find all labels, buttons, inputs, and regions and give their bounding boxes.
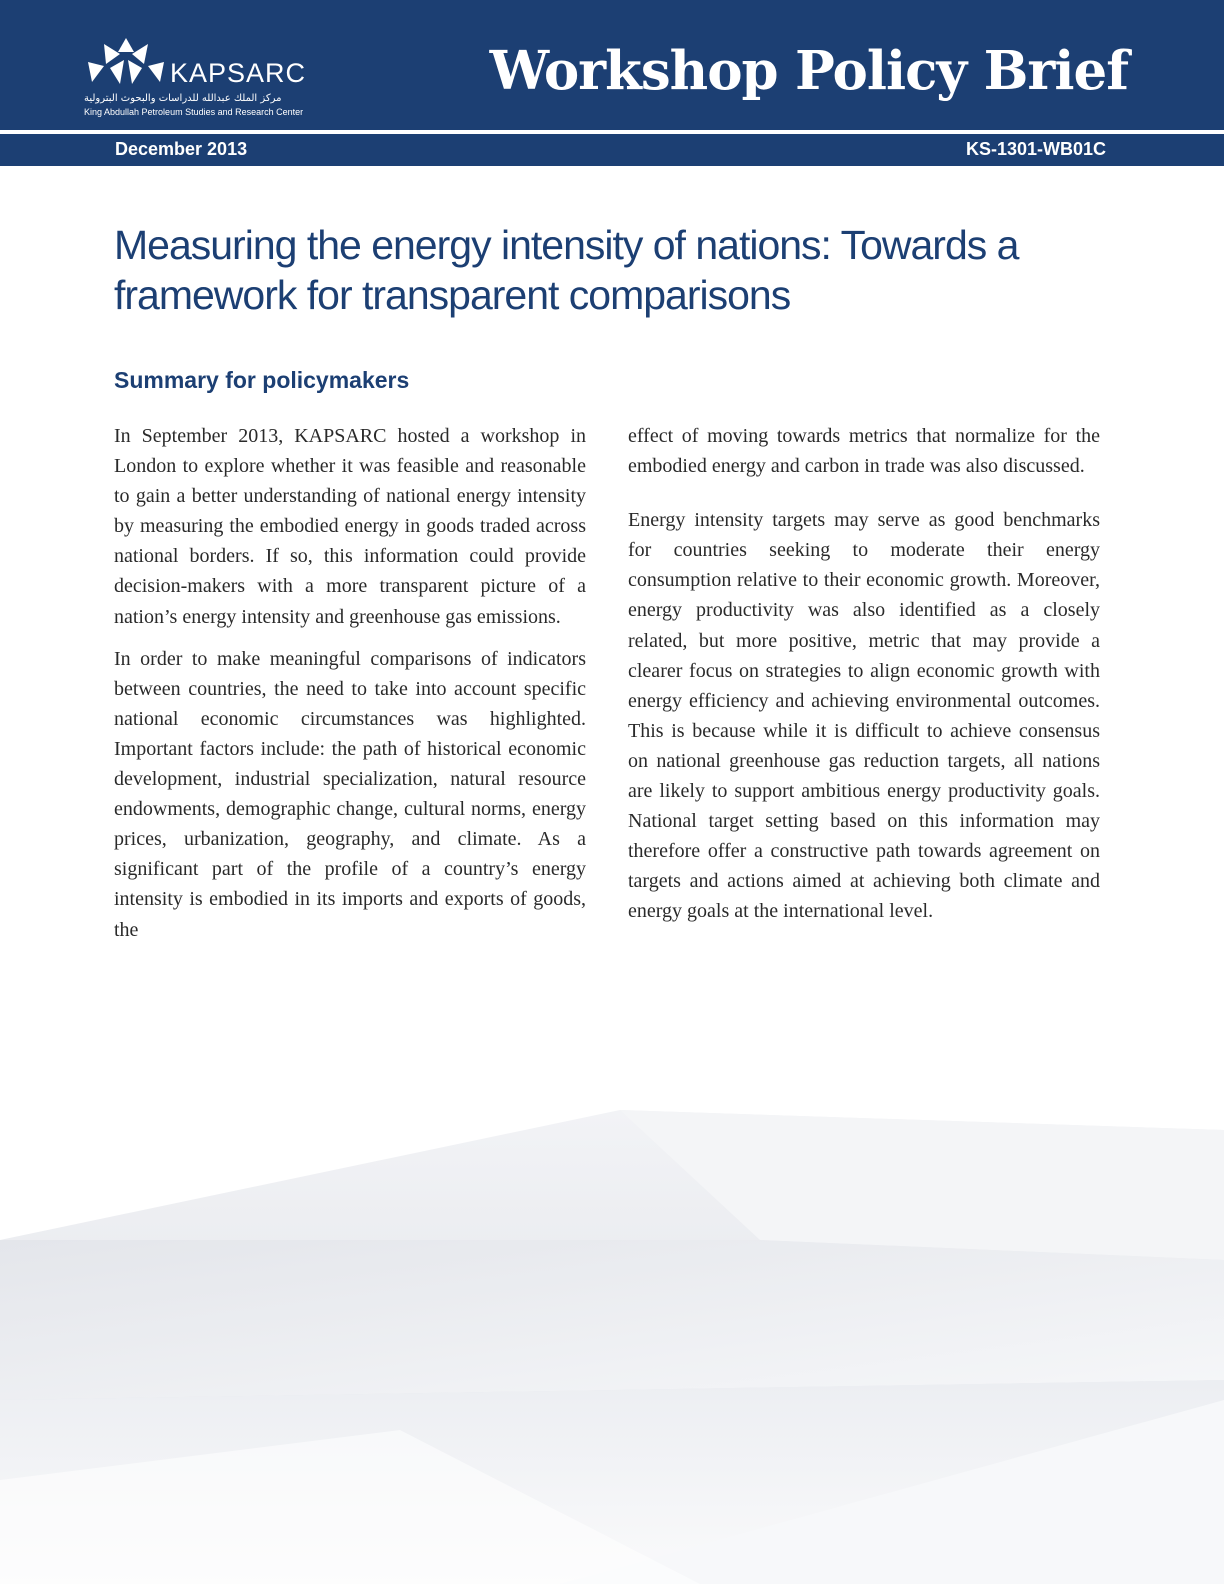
meta-bar [0, 134, 1224, 166]
paragraph: In September 2013, KAPSARC hosted a workshop in London to explore whether it was feasible and reasonable to gain a better understanding of national energy intensity by measuring the embodied energy in goods traded across national borders. If so, this information could provide decision-makers with a more transparent picture of a nation’s energy intensity and greenhouse gas emissions. [114, 425, 586, 628]
publication-date: December 2013 [115, 139, 248, 159]
document-code: KS-1301-WB01C [965, 139, 1106, 159]
paragraph: Energy intensity targets may serve as good benchmarks for countries seeking to moderate their energy consumption relative to their economic growth. Moreover, energy productivity was also identified as a closely related, but more positive, metric that may provide a clearer focus on strategies to align economic growth with energy efficiency and achieving environmental outcomes. This is because while it is difficult to achieve consensus on national greenhouse gas reduction targets, all nations are likely to support ambitious energy productivity goals. National target setting based on this information may therefore offer a constructive path towards agreement on targets and actions aimed at achieving both climate and energy goals at the international level. [628, 509, 1100, 923]
paragraph: In order to make meaningful comparisons of indicators between countries, the need to take into account specific national economic circumstances was highlighted. Important factors include: the path of historical economic development, industrial specialization, natural resource endowments, demographic change, cultural norms, energy prices, urbanization, geography, and climate. As a significant part of the profile of a country’s energy intensity is embodied in its imports and exports of goods, the [114, 647, 586, 941]
logo-wordmark: KAPSARC [170, 58, 307, 88]
brief-type-title: Workshop Policy Brief [489, 40, 1128, 102]
kapsarc-logo [84, 36, 344, 120]
right-column [628, 421, 1100, 939]
kapsarc-star-icon [84, 38, 166, 88]
left-column [114, 421, 586, 957]
section-heading: Summary for policymakers [114, 367, 410, 393]
document-title: Measuring the energy intensity of nations: Towards a framework for transparent comparisons [114, 222, 1019, 318]
decorative-background [0, 1100, 1224, 1584]
paragraph: effect of moving towards metrics that normalize for the embodied energy and carbon in trade was also discussed. [628, 425, 1100, 478]
logo-arabic-name: مركز الملك عبدالله للدراسات والبحوث البترولية [84, 93, 282, 104]
header-banner [0, 0, 1224, 130]
logo-subtitle: King Abdullah Petroleum Studies and Research Center [84, 107, 304, 117]
